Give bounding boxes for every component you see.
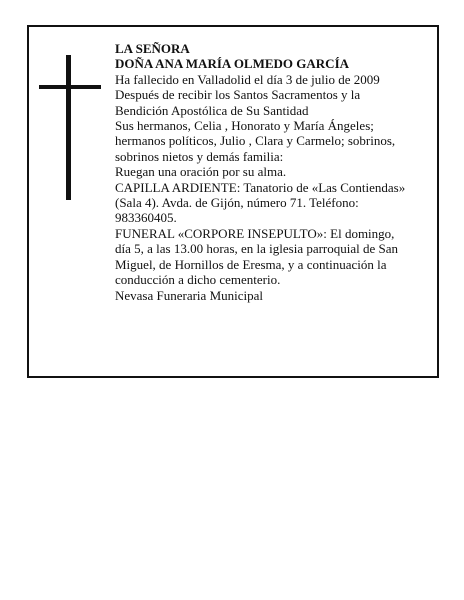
funeral-info: FUNERAL «CORPORE INSEPULTO»: El domingo, día 5, a las 13.00 horas, en la iglesia parroquial de San Miguel, de Hornillos de Eresma, y a continuación la conducción a dicho cementerio. bbox=[115, 225, 399, 288]
chapel-info: CAPILLA ARDIENTE: Tanatorio de «Las Contiendas» (Sala 4). Avda. de Gijón, número 71. Teléfono: 983360405. bbox=[115, 179, 406, 226]
cross-icon bbox=[39, 55, 101, 200]
family-members: Sus hermanos, Celia , Honorato y María Ángeles; hermanos políticos, Julio , Clara y Carmelo; sobrinos, sobrinos nietos y demás familia: bbox=[115, 118, 396, 164]
honorific: LA SEÑORA bbox=[115, 41, 190, 56]
death-announcement: Ha fallecido en Valladolid el día 3 de julio de 2009 bbox=[115, 71, 380, 87]
obituary-notice bbox=[27, 25, 439, 378]
notice-body bbox=[115, 41, 433, 303]
funeral-home: Nevasa Funeraria Municipal bbox=[115, 287, 264, 303]
prayer-request: Ruegan una oración por su alma. bbox=[115, 164, 287, 180]
sacraments-line: Después de recibir los Santos Sacramentos y la Bendición Apostólica de Su Santidad bbox=[115, 87, 361, 118]
deceased-name: DOÑA ANA MARÍA OLMEDO GARCÍA bbox=[115, 56, 350, 72]
